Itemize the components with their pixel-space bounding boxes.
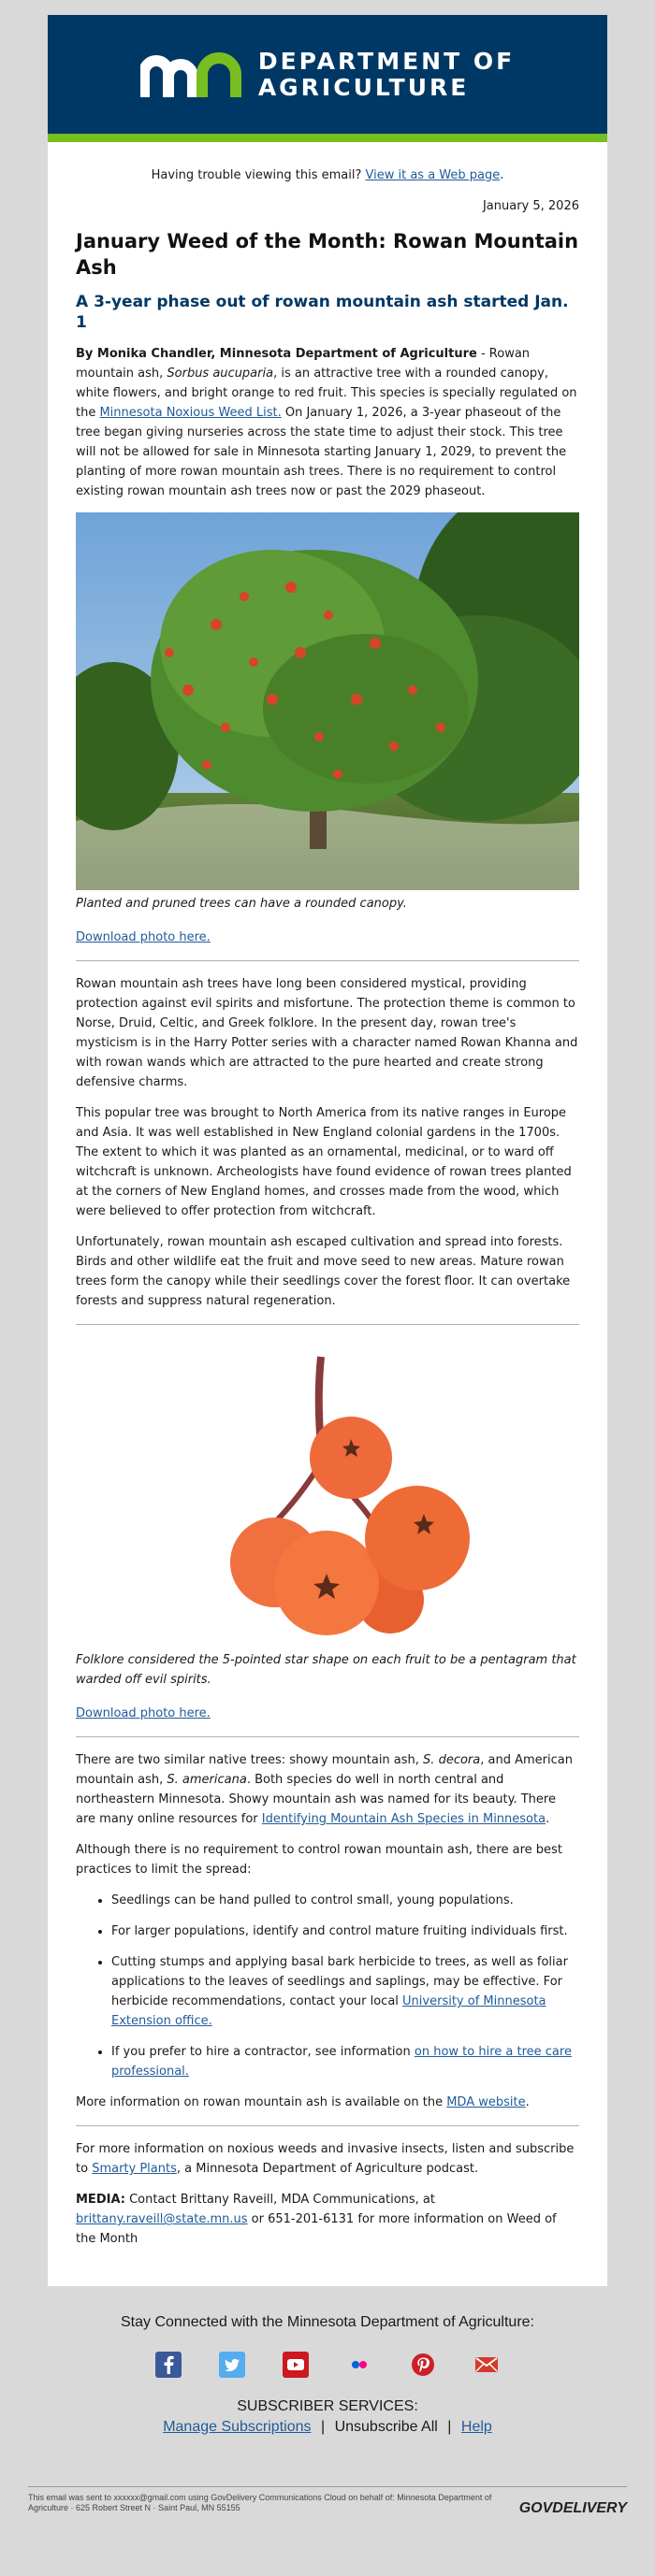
noxious-weed-list-link[interactable]: Minnesota Noxious Weed List. [99, 406, 282, 420]
email-icon[interactable] [473, 2352, 500, 2378]
photo1-caption: Planted and pruned trees can have a rounded canopy. [76, 897, 407, 911]
email-footer [0, 2286, 655, 2545]
species-name: Sorbus aucuparia [167, 367, 274, 381]
stay-connected-text: Stay Connected with the Minnesota Department of Agriculture: [120, 2314, 534, 2330]
rowan-tree-photo [76, 512, 579, 890]
podcast-end: , a Minnesota Department of Agriculture podcast. [176, 2162, 479, 2176]
list-item: • Seedlings can be hand pulled to control small, young populations. [111, 1891, 579, 1910]
folklore-paragraph-1: Rowan mountain ash trees have long been considered mystical, providing protection against evil spirits and misfortune. The protection theme is common to Norse, Druid, Celtic, and Greek folklore. In the present day, rowan tree's mysticism is in the Harry Potter series with a character named Rowan Khanna and with rowan wands which are attracted to the pure hearted and create strong defensive charms. [76, 977, 578, 1089]
list-item [111, 2042, 579, 2081]
media-text-1: Contact Brittany Raveill, MDA Communications, at [124, 2193, 435, 2207]
help-link[interactable]: Help [460, 2419, 492, 2435]
divider [76, 2125, 579, 2126]
email-card [48, 15, 607, 2286]
subscriber-services-title: SUBSCRIBER SERVICES: [237, 2398, 418, 2414]
media-contact-paragraph [76, 2190, 579, 2249]
unsubscribe-all-text: Unsubscribe All [334, 2419, 438, 2435]
facebook-icon[interactable] [155, 2352, 182, 2378]
species-americana: S. americana [167, 1773, 247, 1787]
sent-info-bar [28, 2486, 627, 2517]
download-photo2-link[interactable]: Download photo here. [76, 1706, 211, 1720]
twitter-icon[interactable] [219, 2352, 245, 2378]
more-info-text: More information on rowan mountain ash is available on the [76, 2095, 447, 2109]
divider [76, 1324, 579, 1325]
view-web-page-link[interactable]: View it as a Web page [365, 168, 501, 182]
list-item-text: If you prefer to hire a contractor, see information [111, 2045, 415, 2059]
govdelivery-logo[interactable] [519, 2500, 627, 2517]
header-banner [48, 15, 607, 142]
rowan-fruit-photo [76, 1347, 579, 1647]
separator: | [320, 2419, 326, 2435]
podcast-paragraph [76, 2139, 579, 2179]
practices-intro: Although there is no requirement to control rowan mountain ash, there are best practices to limit the spread: [76, 1843, 562, 1877]
smarty-plants-link[interactable]: Smarty Plants [92, 2162, 177, 2176]
mda-logo[interactable] [140, 49, 515, 101]
govdelivery-brand-text: GOVDELIVERY [518, 2500, 627, 2516]
species-decora: S. decora [423, 1753, 481, 1767]
divider [76, 960, 579, 961]
intro-paragraph [76, 344, 579, 501]
intro-text-3: On January 1, 2026, a 3-year phaseout of the tree began giving nurseries across the state time to adjust their stock. This tree will not be allowed for sale in Minnesota starting January 1, 2029, to prevent the planting of more rowan mountain ash trees. There is no requirement to control existing rowan mountain ash trees now or past the 2029 phaseout. [76, 406, 567, 498]
natives-text-3: . Both species do well in north central and northeastern Minnesota. Showy mountain ash was named for its beauty. There are many online resources for [76, 1773, 556, 1826]
best-practices-list [76, 1891, 579, 2081]
separator: | [447, 2419, 452, 2435]
preheader [76, 142, 579, 182]
history-paragraph: This popular tree was brought to North America from its native ranges in Europe and Asia. It was well established in New England colonial gardens in the 1700s. The extent to which it was planted as an ornamental, medicinal, or to ward off witchcraft is unknown. Archeologists have found evidence of rowan trees planted at the corners of New England homes, and crosses made from the wood, which were believed to offer protection from witchcraft. [76, 1106, 572, 1218]
natives-text-2: , and American mountain ash, [76, 1753, 573, 1787]
mn-logo-icon [140, 50, 249, 99]
identifying-species-link[interactable]: Identifying Mountain Ash Species in Minnesota [261, 1812, 546, 1826]
more-info-end: . [525, 2095, 530, 2109]
media-label: MEDIA: [76, 2193, 125, 2207]
byline: By Monika Chandler, Minnesota Department of Agriculture [76, 347, 477, 361]
subscriber-services-links [0, 2419, 655, 2436]
hire-tree-care-link[interactable]: on how to hire a tree care professional. [111, 2045, 572, 2079]
flickr-icon[interactable] [346, 2352, 372, 2378]
podcast-text: For more information on noxious weeds and invasive insects, listen and subscribe to [76, 2142, 575, 2176]
mda-website-link[interactable]: MDA website [446, 2095, 526, 2109]
logo-text [258, 49, 515, 101]
intro-text-2: , is an attractive tree with a rounded canopy, white flowers, and bright orange to red fruit. This species is specially regulated on the [76, 367, 577, 420]
pinterest-icon[interactable] [410, 2352, 436, 2378]
youtube-icon[interactable] [283, 2352, 309, 2378]
umn-extension-link[interactable]: University of Minnesota Extension office. [111, 1994, 546, 2028]
social-icons [0, 2352, 655, 2378]
article-subtitle: A 3-year phase out of rowan mountain ash started Jan. 1 [76, 293, 569, 332]
issue-date: January 5, 2026 [482, 199, 579, 213]
intro-text-1: - Rowan mountain ash, [76, 347, 531, 381]
natives-text-4: . [546, 1812, 550, 1826]
more-info-paragraph [76, 2093, 579, 2112]
photo2-caption: Folklore considered the 5-pointed star shape on each fruit to be a pentagram that warded off evil spirits. [76, 1653, 576, 1687]
download-photo1-link[interactable]: Download photo here. [76, 930, 211, 944]
list-item: • For larger populations, identify and control mature fruiting individuals first. [111, 1921, 579, 1941]
native-species-paragraph [76, 1750, 579, 1829]
natives-text-1: There are two similar native trees: showy mountain ash, [76, 1753, 424, 1767]
divider [76, 1736, 579, 1737]
sent-to-text: This email was sent to xxxxxx@gmail.com using GovDelivery Communications Cloud on behalf of: Minnesota Department of Agriculture · 625 Robert Street N · Saint Paul, MN 55155 [28, 2493, 492, 2512]
media-email-link[interactable]: brittany.raveill@state.mn.us [76, 2212, 248, 2226]
logo-line-2: AGRICULTURE [257, 73, 470, 101]
preheader-text: Having trouble viewing this email? [151, 168, 362, 182]
list-item-text: Cutting stumps and applying basal bark herbicide to trees, as well as foliar applications to the leaves of seedlings and saplings, may be effective. For herbicide recommendations, contact your local [111, 1955, 568, 2008]
preheader-end: . [500, 168, 504, 182]
spread-paragraph: Unfortunately, rowan mountain ash escaped cultivation and spread into forests. Birds and other wildlife eat the fruit and move seed to new areas. Mature rowan trees form the canopy while their seedlings cover the forest floor. It can overtake forests and suppress natural regeneration. [76, 1235, 571, 1308]
media-text-2: or 651-201-6131 for more information on Weed of the Month [76, 2212, 557, 2246]
manage-subscriptions-link[interactable]: Manage Subscriptions [163, 2419, 312, 2435]
logo-line-1: DEPARTMENT OF [257, 47, 516, 75]
email-content [48, 142, 607, 2286]
article-title: January Weed of the Month: Rowan Mountain Ash [76, 230, 579, 279]
list-item [111, 1952, 579, 2031]
